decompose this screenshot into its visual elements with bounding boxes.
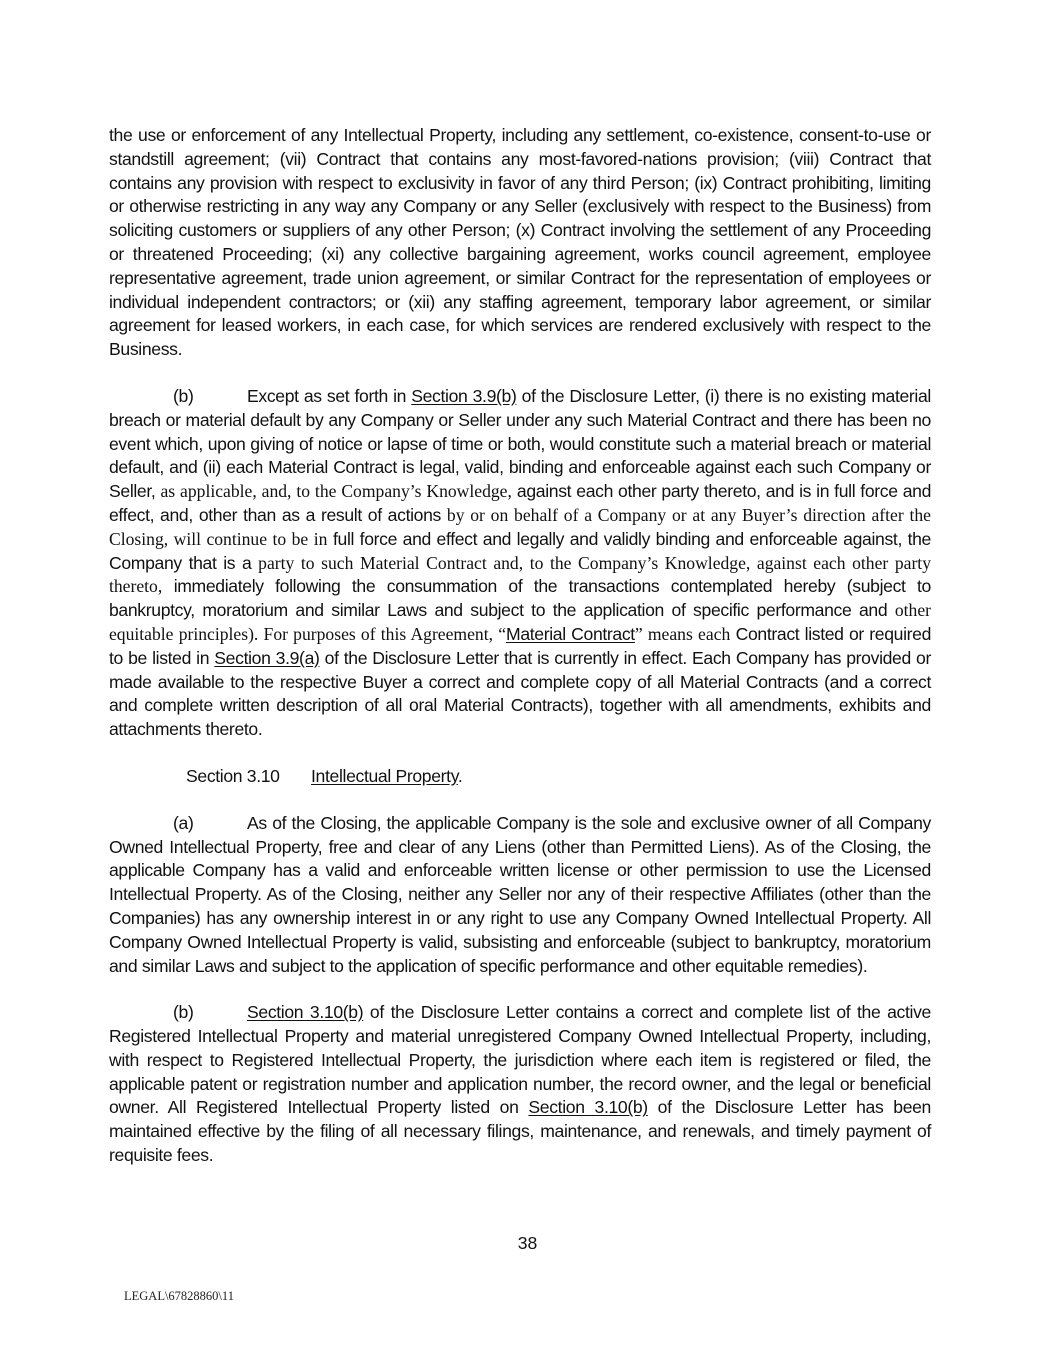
clause-label: (b)	[173, 385, 194, 406]
clause-label: (a)	[173, 812, 194, 833]
paragraph-continuation	[109, 124, 931, 362]
section-reference[interactable]: Section 3.10(b)	[528, 1097, 648, 1118]
clause-label: (b)	[173, 1002, 194, 1023]
section-title: Intellectual Property	[311, 765, 458, 786]
section-reference[interactable]: Section 3.9(b)	[411, 385, 517, 406]
paragraph-text: As of the Closing, the applicable Company is the sole and exclusive owner of all Company Owned Intellectual Property, free and clear of any Liens (other than Permitted Liens). As of the Closing, the applicable Company has a valid and enforceable written license or other permission to use the Licensed Intellectual Property. As of the Closing, neither any Seller nor any of their respective Affiliates (other than the Companies) has any ownership interest in or any right to use any Company Owned Intellectual Property. All Company Owned Intellectual Property is valid, subsisting and enforceable (subject to bankruptcy, moratorium and similar Laws and subject to the application of specific performance and other equitable remedies).	[109, 812, 931, 976]
defined-term: Material Contract	[506, 623, 635, 644]
section-number: Section 3.10	[186, 765, 280, 786]
paragraph-3-10-a	[109, 812, 931, 979]
paragraph-3-9-b: (b) Except as set forth in Section 3.9(b) of the Disclosure Letter, (i) there is no existing material breach or material default by any Company or Seller under any such Material Contract and there has been no event which, upon giving of notice or lapse of time or both, would constitute such a material breach or material default, and (ii) each Material Contract is legal, valid, binding and enforceable against each such Company or Seller, as applicable, and, to the Company’s Knowledge, against each other party thereto, and is in full force and effect, and, other than as a result of actions by or on behalf of a Company or at any Buyer’s direction after the Closing, will continue to be in full force and effect and legally and validly binding and enforceable against, the Company that is a party to such Material Contract and, to the Company’s Knowledge, against each other party thereto, immediately following the consummation of the transactions contemplated hereby (subject to bankruptcy, moratorium and similar Laws and subject to the application of specific performance and other equitable principles). For purposes of this Agreement, “Material Contract” means each Contract listed or required to be listed in Section 3.9(a) of the Disclosure Letter that is currently in effect. Each Company has provided or made available to the respective Buyer a correct and complete copy of all Material Contracts (and a correct and complete written description of all oral Material Contracts), together with all amendments, exhibits and attachments thereto.	[109, 385, 932, 740]
document-footer-id: LEGAL\67828860\11	[124, 1289, 234, 1303]
page-number: 38	[517, 1233, 538, 1253]
document-page	[109, 124, 931, 1191]
paragraph-text: the use or enforcement of any Intellectual Property, including any settlement, co-existence, consent-to-use or standstill agreement; (vii) Contract that contains any most-favored-nations provision; (viii) Contract that contains any provision with respect to exclusivity in favor of any third Person; (ix) Contract prohibiting, limiting or otherwise restricting in any way any Company or any Seller (exclusively with respect to the Business) from soliciting customers or suppliers of any other Person; (x) Contract involving the settlement of any Proceeding or threatened Proceeding; (xi) any collective bargaining agreement, works council agreement, employee representative agreement, trade union agreement, or similar Contract for the representation of employees or individual independent contractors; or (xii) any staffing agreement, temporary labor agreement, or similar agreement for leased workers, in each case, for which services are rendered exclusively with respect to the Business.	[109, 125, 931, 360]
section-heading: Section 3.10 Intellectual Property.	[109, 765, 931, 789]
section-reference[interactable]: Section 3.9(a)	[214, 647, 320, 668]
section-reference[interactable]: Section 3.10(b)	[247, 1002, 364, 1023]
paragraph-3-10-b: (b) Section 3.10(b) of the Disclosure Letter contains a correct and complete list of the active Registered Intellectual Property and material unregistered Company Owned Intellectual Property, including, with respect to Registered Intellectual Property, the jurisdiction where each item is registered or filed, the applicable patent or registration number and application number, the record owner, and the legal or beneficial owner. All Registered Intellectual Property listed on Section 3.10(b) of the Disclosure Letter has been maintained effective by the filing of all necessary filings, maintenance, and renewals, and timely payment of requisite fees.	[109, 1002, 931, 1166]
